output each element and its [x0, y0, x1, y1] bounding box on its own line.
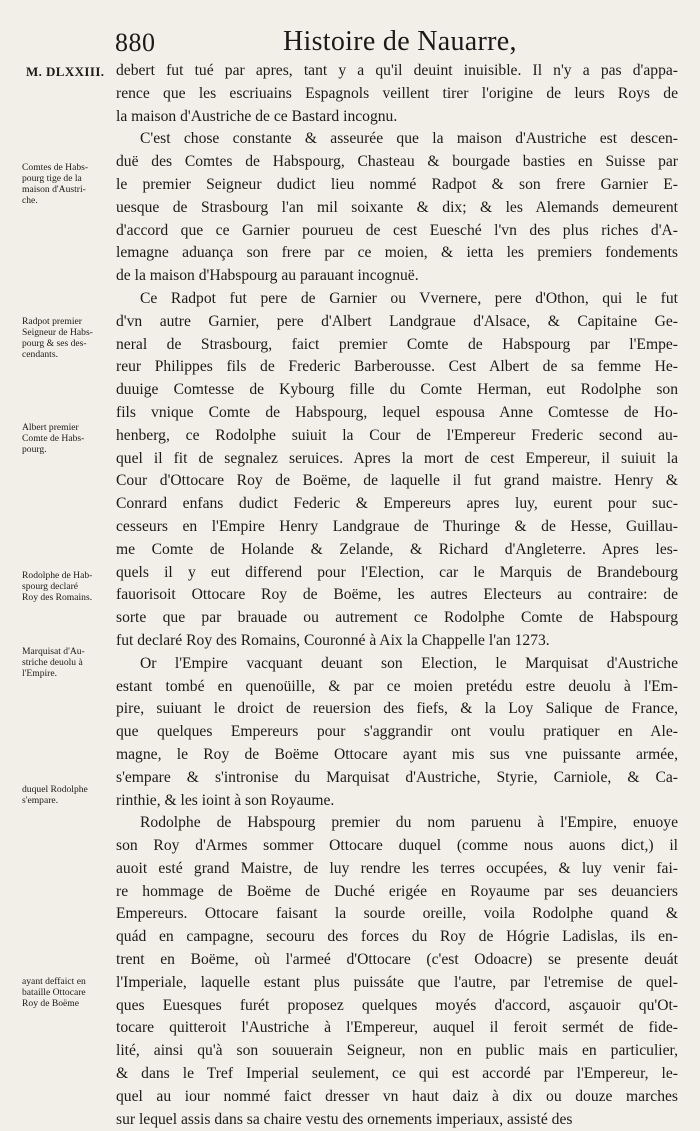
text-line: le premier Seigneur dudict lieu nommé Radpot & son frere Garnier E-	[116, 175, 678, 193]
text-line: ques Euesques furét proposez quelques moyés d'accord, asçauoir qu'Ot-	[116, 996, 678, 1014]
text-line: Rodolphe de Habspourg premier du nom paruenu à l'Empire, enuoye	[140, 814, 678, 832]
margin-note-line: Roy de Boëme	[22, 998, 80, 1009]
margin-note-line: pourg & ses des-	[22, 338, 87, 349]
margin-note	[22, 784, 118, 806]
margin-note-line: Albert premier	[22, 422, 79, 433]
margin-column	[22, 60, 118, 1120]
text-line: lemagne aduança son frere par ce moien, & ietta les premiers fondements	[116, 244, 678, 262]
text-line: duuige Comtesse de Kybourg fille du Comte Herman, eut Rodolphe son	[116, 381, 678, 399]
text-line: d'accord que ce Garnier pourueu de cest Euesché l'vn des plus riches d'A-	[116, 221, 678, 239]
text-line: quel il fit de segnalez seruices. Apres la mort de cest Empereur, il suiuit la	[116, 449, 678, 467]
text-line: quels il y eut differend pour l'Election, car le Marquis de Brandebourg	[116, 563, 678, 581]
margin-note-line: duquel Rodolphe	[22, 784, 88, 795]
text-line: Empereurs. Ottocare faisant la sourde oreille, voila Rodolphe quand &	[116, 905, 678, 923]
text-line: estant tombé en quenoüille, & par ce moien pretédu estre deuolu à l'Em-	[116, 677, 678, 695]
text-line: sur lequel assis dans sa chaire vestu des ornements imperiaux, assisté des	[116, 1110, 573, 1128]
text-line: cesseurs en l'Empire Henry Landgraue de Thuringe & de Hesse, Guillau-	[116, 517, 678, 535]
body-text	[116, 60, 678, 1131]
text-line: quel au iour nommé faict dresser vn haut daiz à dix ou douze marches	[116, 1087, 678, 1105]
margin-note-line: maison d'Austri-	[22, 184, 86, 195]
text-line: Conrard enfans dudict Federic & Empereurs apres luy, eurent pour suc-	[116, 495, 678, 513]
text-line: & dans le Tref Imperial seulement, ce qui est accordé par l'Empereur, le-	[116, 1065, 678, 1083]
text-line: lité, ainsi qu'à son souuerain Seigneur, non en public mais en particulier,	[116, 1042, 678, 1060]
margin-note	[22, 422, 118, 455]
text-line: Ce Radpot fut pere de Garnier ou Vvernere, pere d'Othon, qui le fut	[140, 289, 678, 307]
text-line: debert fut tué par apres, tant y a qu'il deuint inuisible. Il n'y a pas d'appa-	[116, 62, 678, 79]
margin-note	[22, 162, 118, 206]
text-line: tocare quitteroit l'Austriche à l'Empereur, auquel il feroit sermét de fide-	[116, 1019, 678, 1037]
margin-note-line: Radpot premier	[22, 316, 82, 327]
text-line: trent en Boëme, où l'armeé d'Ottocare (c'est Odoacre) se presente deuát	[116, 951, 678, 969]
text-line: de la maison d'Habspourg au parauant incognuë.	[116, 267, 419, 285]
text-line: fauorisoit Ottocare Roy de Boëme, les autres Electeurs au contraire: de	[116, 586, 678, 604]
margin-note-line: spourg declaré	[22, 581, 79, 592]
margin-note-line: Seigneur de Habs-	[22, 327, 93, 338]
margin-note-line: s'empare.	[22, 795, 59, 806]
text-line: magne, le Roy de Boëme Ottocare ayant mis sus vne puissante armée,	[116, 745, 678, 763]
margin-note-line: cendants.	[22, 349, 58, 360]
margin-note-line: Comte de Habs-	[22, 433, 85, 444]
text-line: fut declaré Roy des Romains, Couronné à Aix la Chappelle l'an 1273.	[116, 631, 550, 649]
margin-note-line: pourg tige de la	[22, 173, 82, 184]
text-line: son Roy d'Armes sommer Ottocare duquel (comme nous auons dict,) il	[116, 837, 678, 855]
margin-note	[22, 570, 118, 603]
margin-note-line: che.	[22, 195, 38, 206]
margin-note-line: striche deuolu à	[22, 657, 83, 668]
text-line: rinthie, & les ioint à son Royaume.	[116, 791, 335, 809]
running-title: Histoire de Nauarre,	[283, 26, 517, 57]
text-line: duë des Comtes de Habspourg, Chasteau & bourgade basties en Suisse par	[116, 153, 678, 171]
text-line: sorte que par brauade ou autrement ce Rodolphe Comte de Habspourg	[116, 609, 678, 627]
text-line: quád en campagne, secouru des forces du Roy de Hógrie Ladislas, ils en-	[116, 928, 678, 946]
margin-note-line: Comtes de Habs-	[22, 162, 89, 173]
margin-note-line: l'Empire.	[22, 668, 58, 679]
text-line: rence que les escriuains Espagnols veillent tirer l'origine de leurs Roys de	[116, 84, 678, 102]
text-line: me Comte de Holande & Zelande, & Richard d'Angleterre. Apres les-	[116, 540, 678, 558]
text-line: C'est chose constante & asseurée que la maison d'Austriche est descen-	[140, 130, 678, 148]
margin-year: M. DLXXIII.	[26, 64, 105, 79]
text-line: l'Imperiale, laquelle estant plus puissáte que l'autre, par l'etremise de quel-	[116, 973, 678, 991]
margin-note-line: Rodolphe de Hab-	[22, 570, 93, 581]
text-line: pire, suiuant le droict de reuersion des fiefs, & la Loy Salique de France,	[116, 700, 678, 718]
margin-note-line: Marquisat d'Au-	[22, 646, 85, 657]
text-line: uesque de Strasbourg l'an mil soixante & dix; & les Alemands demeurent	[116, 198, 678, 216]
text-line: s'empare & s'intronise du Marquisat d'Austriche, Styrie, Carniole, & Ca-	[116, 768, 678, 786]
text-line: henberg, ce Rodolphe suiuit la Cour de l'Empereur Frederic second au-	[116, 426, 678, 444]
text-line: neral de Strasbourg, faict premier Comte de Habspourg par l'Empe-	[116, 335, 678, 353]
text-line: auoit esté grand Maistre, de luy rendre les terres occupées, & luy venir fai-	[116, 859, 678, 877]
text-line: d'vn autre Garnier, pere d'Albert Landgraue d'Alsace, & Capitaine Ge-	[116, 312, 678, 330]
margin-note-line: bataille Ottocare	[22, 987, 86, 998]
text-line: Or l'Empire vacquant deuant son Election, le Marquisat d'Austriche	[140, 654, 678, 672]
text-line: que quelques Empereurs pour s'aggrandir ont voulu pratiquer en Ale-	[116, 723, 678, 741]
margin-note-line: Roy des Romains.	[22, 592, 93, 603]
text-line: fils vnique Comte de Habspourg, lequel espousa Anne Comtesse de Ho-	[116, 403, 678, 421]
margin-note-line: ayant deffaict en	[22, 976, 86, 987]
margin-note	[22, 316, 118, 360]
text-line: Cour d'Ottocare Roy de Boëme, de laquelle il fut grand maistre. Henry &	[116, 472, 678, 490]
text-line: reur Philippes fils de Frederic Barberousse. Cest Albert de sa femme He-	[116, 358, 678, 376]
page-number: 880	[115, 28, 156, 57]
margin-note	[22, 976, 118, 1009]
text-line: re hommage de Boëme de Duché erigée en Royaume par ses deuanciers	[116, 882, 678, 900]
margin-note	[22, 646, 118, 679]
margin-note-line: pourg.	[22, 444, 47, 455]
text-line: la maison d'Austriche de ce Bastard incognu.	[116, 107, 398, 125]
